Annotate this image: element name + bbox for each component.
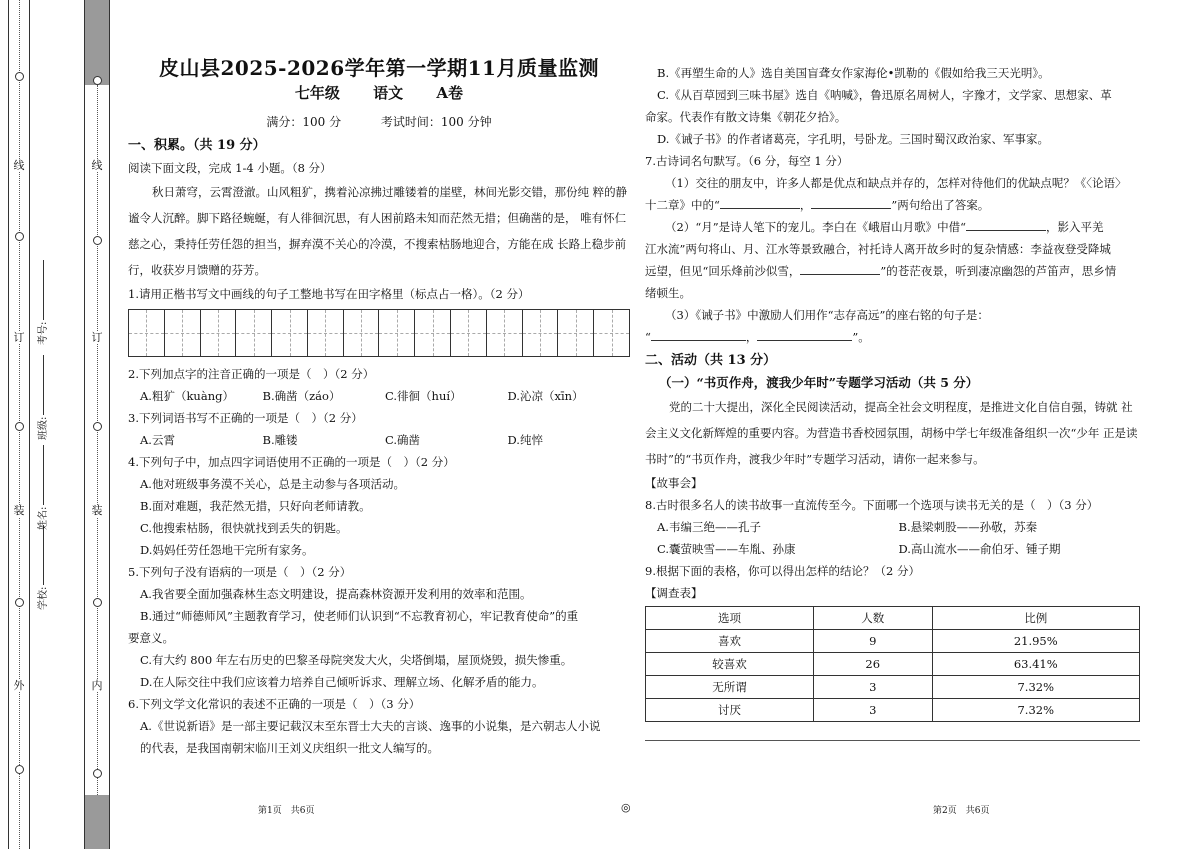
table-cell: 喜欢 xyxy=(646,630,814,653)
punch-circle xyxy=(15,232,24,241)
table-row xyxy=(646,676,1140,699)
exam-number-field[interactable]: 考号: xyxy=(34,260,49,345)
answer-blank[interactable] xyxy=(966,230,1046,231)
option[interactable]: C.有大约 800 年左右历史的巴黎圣母院突发大火，尖塔倒塌，屋顶烧毁，损失惨重。 xyxy=(140,653,573,667)
option[interactable]: D.沁凉（xīn） xyxy=(507,389,584,403)
table-header-row xyxy=(646,607,1140,630)
punch-circle xyxy=(93,598,102,607)
table-row xyxy=(646,653,1140,676)
answer-blank[interactable] xyxy=(757,340,852,341)
option[interactable]: D.《诫子书》的作者诸葛亮，字孔明，号卧龙。三国时蜀汉政治家、军事家。 xyxy=(657,132,1049,146)
punch-circle xyxy=(15,765,24,774)
binding-char: 装 xyxy=(91,504,103,517)
option[interactable]: C.囊萤映雪——车胤、孙康 xyxy=(657,542,796,556)
punch-circle xyxy=(15,598,24,607)
option[interactable]: D.高山流水——俞伯牙、锺子期 xyxy=(898,542,1061,556)
punch-circle xyxy=(93,236,102,245)
name-field[interactable]: 姓名: xyxy=(34,445,49,530)
grey-block xyxy=(85,0,109,85)
table-cell: 63.41% xyxy=(932,653,1140,676)
table-cell: 3 xyxy=(813,676,932,699)
table-cell: 3 xyxy=(813,699,932,722)
question-1: 1.请用正楷书写文中画线的句子工整地书写在田字格里（标点占一格）。（2 分） xyxy=(128,287,530,301)
punch-circle xyxy=(93,769,102,778)
full-score: 满分：100 分 xyxy=(266,115,342,129)
exam-meta xyxy=(128,111,630,133)
option[interactable]: A.韦编三绝——孔子 xyxy=(657,520,761,534)
punch-circle xyxy=(15,422,24,431)
option[interactable]: A.粗犷（kuàng） xyxy=(140,389,234,403)
table-row xyxy=(646,630,1140,653)
class-field[interactable]: 班级: xyxy=(34,355,49,440)
q7-part-2-cont: 江水流”两句将山、月、江水等景致融合，衬托诗人离开故乡时的复杂情感：李益夜登受降城 xyxy=(645,242,1111,256)
question-3: 3.下列词语书写不正确的一项是（ ）（2 分） xyxy=(128,411,363,425)
table-cell: 7.32% xyxy=(932,676,1140,699)
q3-options xyxy=(128,429,630,451)
subsection-title: （一）“书页作舟，渡我少年时”专题学习活动（共 5 分） xyxy=(659,375,979,390)
table-header: 比例 xyxy=(932,607,1140,630)
answer-line[interactable] xyxy=(645,726,1140,741)
answer-blank[interactable] xyxy=(811,208,891,209)
exam-subtitle xyxy=(128,81,630,105)
option[interactable]: B.悬梁刺股——孙敬，苏秦 xyxy=(898,520,1038,534)
option[interactable]: C.徘徊（huí） xyxy=(385,389,462,403)
option-continued: 命家。代表作有散文诗集《朝花夕拾》。 xyxy=(645,110,847,124)
binding-strip xyxy=(8,0,30,849)
school-field[interactable]: 学校: xyxy=(34,525,49,610)
table-cell: 7.32% xyxy=(932,699,1140,722)
option-continued: 的代表，是我国南朝宋临川王刘义庆组织一批文人编写的。 xyxy=(140,741,439,755)
story-tag: 【故事会】 xyxy=(645,476,703,490)
punch-circle xyxy=(15,72,24,81)
option[interactable]: B.《再塑生命的人》选自美国盲聋女作家海伦•凯勒的《假如给我三天光明》。 xyxy=(657,66,1050,80)
section-title: 一、积累。（共 19 分） xyxy=(128,138,266,153)
binding-char: 线 xyxy=(13,159,25,172)
option[interactable]: C.他搜索枯肠，很快就找到丢失的钥匙。 xyxy=(140,521,348,535)
question-5: 5.下列句子没有语病的一项是（ ）（2 分） xyxy=(128,565,352,579)
option[interactable]: B.确凿（záo） xyxy=(262,389,341,403)
page-title: 皮山县2025-2026学年第一学期11月质量监测 xyxy=(159,56,599,80)
q7-part-3-blanks: “ ， ”。 xyxy=(645,330,870,344)
option[interactable]: A.我省要全面加强森林生态文明建设，提高森林资源开发利用的效率和范围。 xyxy=(140,587,532,601)
table-cell: 9 xyxy=(813,630,932,653)
binding-char: 订 xyxy=(13,331,25,344)
survey-tag: 【调查表】 xyxy=(645,586,703,600)
question-6: 6.下列文学文化常识的表述不正确的一项是（ ）（3 分） xyxy=(128,697,421,711)
option[interactable]: A.他对班级事务漠不关心，总是主动参与各项活动。 xyxy=(140,477,405,491)
table-header: 选项 xyxy=(646,607,814,630)
exam-time: 考试时间：100 分钟 xyxy=(380,115,492,129)
table-cell: 21.95% xyxy=(932,630,1140,653)
q7-part-2: （2）“月”是诗人笔下的宠儿。李白在《峨眉山月歌》中借“ ，影入平羌 xyxy=(665,220,1104,234)
question-8: 8.古时很多名人的读书故事一直流传至今。下面哪一个选项与读书无关的是（ ）（3 分） xyxy=(645,498,1099,512)
instruction: 阅读下面文段，完成 1-4 小题。（8 分） xyxy=(128,161,332,175)
table-header: 人数 xyxy=(813,607,932,630)
table-row xyxy=(646,699,1140,722)
q7-part-1: （1）交往的朋友中，许多人都是优点和缺点并存的，怎样对待他们的优缺点呢？《〈论语〉 xyxy=(665,176,1127,190)
activity-intro: 党的二十大提出，深化全民阅读活动，提高全社会文明程度，是推进文化自信自强，铸就 社会主义文化新辉煌的重要内容。为营造书香校园氛围，胡杨中学七年级准备组织一次“少年 正是读书时”的“书页作舟，渡我少年时”专题学习活动，请你一起来参与。 xyxy=(645,400,1138,466)
answer-blank[interactable] xyxy=(800,274,880,275)
right-column xyxy=(645,62,1140,741)
student-info-strip xyxy=(28,0,56,849)
option[interactable]: B.雕镂 xyxy=(262,433,298,447)
inner-binding-strip xyxy=(84,0,110,849)
table-cell: 较喜欢 xyxy=(646,653,814,676)
writing-grid[interactable] xyxy=(128,309,630,357)
punch-circle xyxy=(93,76,102,85)
q2-options xyxy=(128,385,630,407)
option[interactable]: D.在人际交往中我们应该着力培养自己倾听诉求、理解立场、化解矛盾的能力。 xyxy=(140,675,544,689)
answer-blank[interactable] xyxy=(720,208,800,209)
center-mark: ◎ xyxy=(621,801,631,814)
option[interactable]: D.纯悴 xyxy=(507,433,543,447)
option[interactable]: A.《世说新语》是一部主要记载汉末至东晋士大夫的言谈、逸事的小说集，是六朝志人小说 xyxy=(140,719,601,733)
subject: 语文 xyxy=(373,84,404,102)
question-2: 2.下列加点字的注音正确的一项是（ ）（2 分） xyxy=(128,367,375,381)
q7-part-2-cont: 远望，但见“回乐烽前沙似雪， ”的苍茫夜景，听到凄凉幽怨的芦笛声，思乡情 xyxy=(645,264,1117,278)
table-cell: 无所谓 xyxy=(646,676,814,699)
q8-options xyxy=(645,538,1140,560)
option[interactable]: B.通过“师德师风”主题教育学习，使老师们认识到“不忘教育初心，牢记教育使命”的重 xyxy=(140,609,579,623)
punch-circle xyxy=(93,422,102,431)
option[interactable]: B.面对难题，我茫然无措，只好向老师请教。 xyxy=(140,499,371,513)
binding-char: 内 xyxy=(91,679,103,692)
binding-char: 装 xyxy=(13,504,25,517)
option[interactable]: C.《从百草园到三味书屋》选自《呐喊》，鲁迅原名周树人，字豫才，文学家、思想家、革 xyxy=(657,88,1112,102)
page-footer-right: 第2页 共6页 xyxy=(933,806,990,816)
question-4: 4.下列句子中，加点四字词语使用不正确的一项是（ ）（2 分） xyxy=(128,455,455,469)
option[interactable]: D.妈妈任劳任怨地干完所有家务。 xyxy=(140,543,314,557)
grade: 七年级 xyxy=(294,84,340,102)
grey-block xyxy=(85,795,109,849)
binding-char: 外 xyxy=(13,679,25,692)
table-cell: 讨厌 xyxy=(646,699,814,722)
table-cell: 26 xyxy=(813,653,932,676)
option-continued: 要意义。 xyxy=(128,631,174,645)
page-footer-left: 第1页 共6页 xyxy=(258,806,315,816)
section-title: 二、活动（共 13 分） xyxy=(645,353,777,368)
question-7: 7.古诗词名句默写。（6 分，每空 1 分） xyxy=(645,154,849,168)
q7-part-1-blanks: 十二章》中的“ ， ”两句给出了答案。 xyxy=(645,198,990,212)
option[interactable]: C.确凿 xyxy=(385,433,421,447)
q7-part-3: （3）《诫子书》中激励人们用作“志存高远”的座右铭的句子是： xyxy=(665,308,989,322)
answer-blank[interactable] xyxy=(651,340,746,341)
q8-options xyxy=(645,516,1140,538)
binding-char: 线 xyxy=(91,159,103,172)
option[interactable]: A.云霄 xyxy=(140,433,175,447)
question-9: 9.根据下面的表格，你可以得出怎样的结论？（2 分） xyxy=(645,564,920,578)
paper-version: A卷 xyxy=(436,84,464,102)
q7-part-2-cont: 绪顿生。 xyxy=(645,286,691,300)
left-column xyxy=(128,55,630,759)
binding-char: 订 xyxy=(91,331,103,344)
reading-passage: 秋日萧穹，云霄澄澈。山风粗犷，携着沁凉拂过雕镂着的崖壁，林间光影交错，那份纯 粹的静谧令人沉醉。脚下路径蜿蜒，有人徘徊沉思，有人困前路未知而茫然无措；但确凿的是， 唯有怀仁慈之心，秉持任劳任怨的担当，摒弃漠不关心的冷漠，不搜索枯肠地迎合，方能在成 长路上稳步前行，收获岁月馈赠的芬芳。 xyxy=(128,185,628,277)
survey-table xyxy=(645,606,1140,722)
